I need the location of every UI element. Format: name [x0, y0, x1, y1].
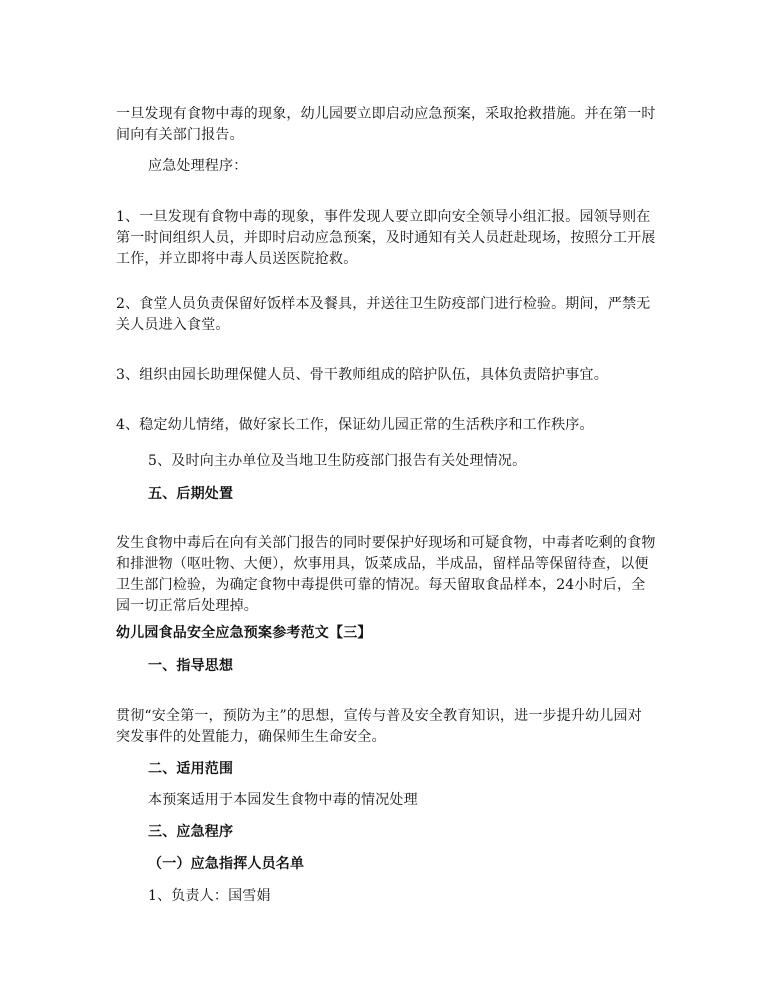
heading-emergency-procedure: 三、应急程序: [148, 824, 234, 840]
paragraph-step-3: 3、组织由园长助理保健人员、骨干教师组成的陪护队伍，具体负责陪护事宜。: [116, 367, 608, 383]
paragraph-person-in-charge: 1、负责人：国雪娟: [148, 888, 271, 904]
paragraph-step-5: 5、及时向主办单位及当地卫生防疫部门报告有关处理情况。: [148, 453, 527, 469]
heading-command-list: （一）应急指挥人员名单: [148, 856, 305, 872]
paragraph-step-4: 4、稳定幼儿情绪，做好家长工作，保证幼儿园正常的生活秩序和工作秩序。: [116, 417, 594, 433]
paragraph-step-1: 1、一旦发现有食物中毒的现象，事件发现人要立即向安全领导小组汇报。园领导则在第一时间组织人员，并即时启动应急预案，及时通知有关人员赶赴现场，按照分工开展工作，并立即将中毒人员送医院抢救。: [116, 209, 656, 267]
paragraph-guiding-ideology: 贯彻“安全第一，预防为主”的思想，宣传与普及安全教育知识，进一步提升幼儿园对突发事件的处置能力，确保师生生命安全。: [116, 708, 642, 745]
paragraph-step-2: 2、食堂人员负责保留好饭样本及餐具，并送往卫生防疫部门进行检验。期间，严禁无关人员进入食堂。: [116, 296, 651, 333]
paragraph-procedure-intro: 应急处理程序：: [148, 158, 248, 174]
heading-guiding-ideology: 一、指导思想: [148, 658, 234, 674]
paragraph-report-immediately: 一旦发现有食物中毒的现象，幼儿园要立即启动应急预案，采取抢救措施。并在第一时间向有关部门报告。: [116, 106, 656, 143]
heading-scope: 二、适用范围: [148, 761, 234, 777]
heading-aftermath: 五、后期处置: [148, 486, 234, 502]
paragraph-scope: 本预案适用于本园发生食物中毒的情况处理: [148, 792, 418, 808]
heading-sample-three: 幼儿园食品安全应急预案参考范文【三】: [116, 625, 372, 641]
paragraph-aftermath: 发生食物中毒后在向有关部门报告的同时要保护好现场和可疑食物，中毒者吃剩的食物和排泄物（呕吐物、大便），炊事用具，饭菜成品，半成品，留样品等保留待查，以便卫生部门检验，为确定食物中毒提供可靠的情况。每天留取食品样本，24小时后，全园一切正常后处理掉。: [116, 535, 656, 614]
